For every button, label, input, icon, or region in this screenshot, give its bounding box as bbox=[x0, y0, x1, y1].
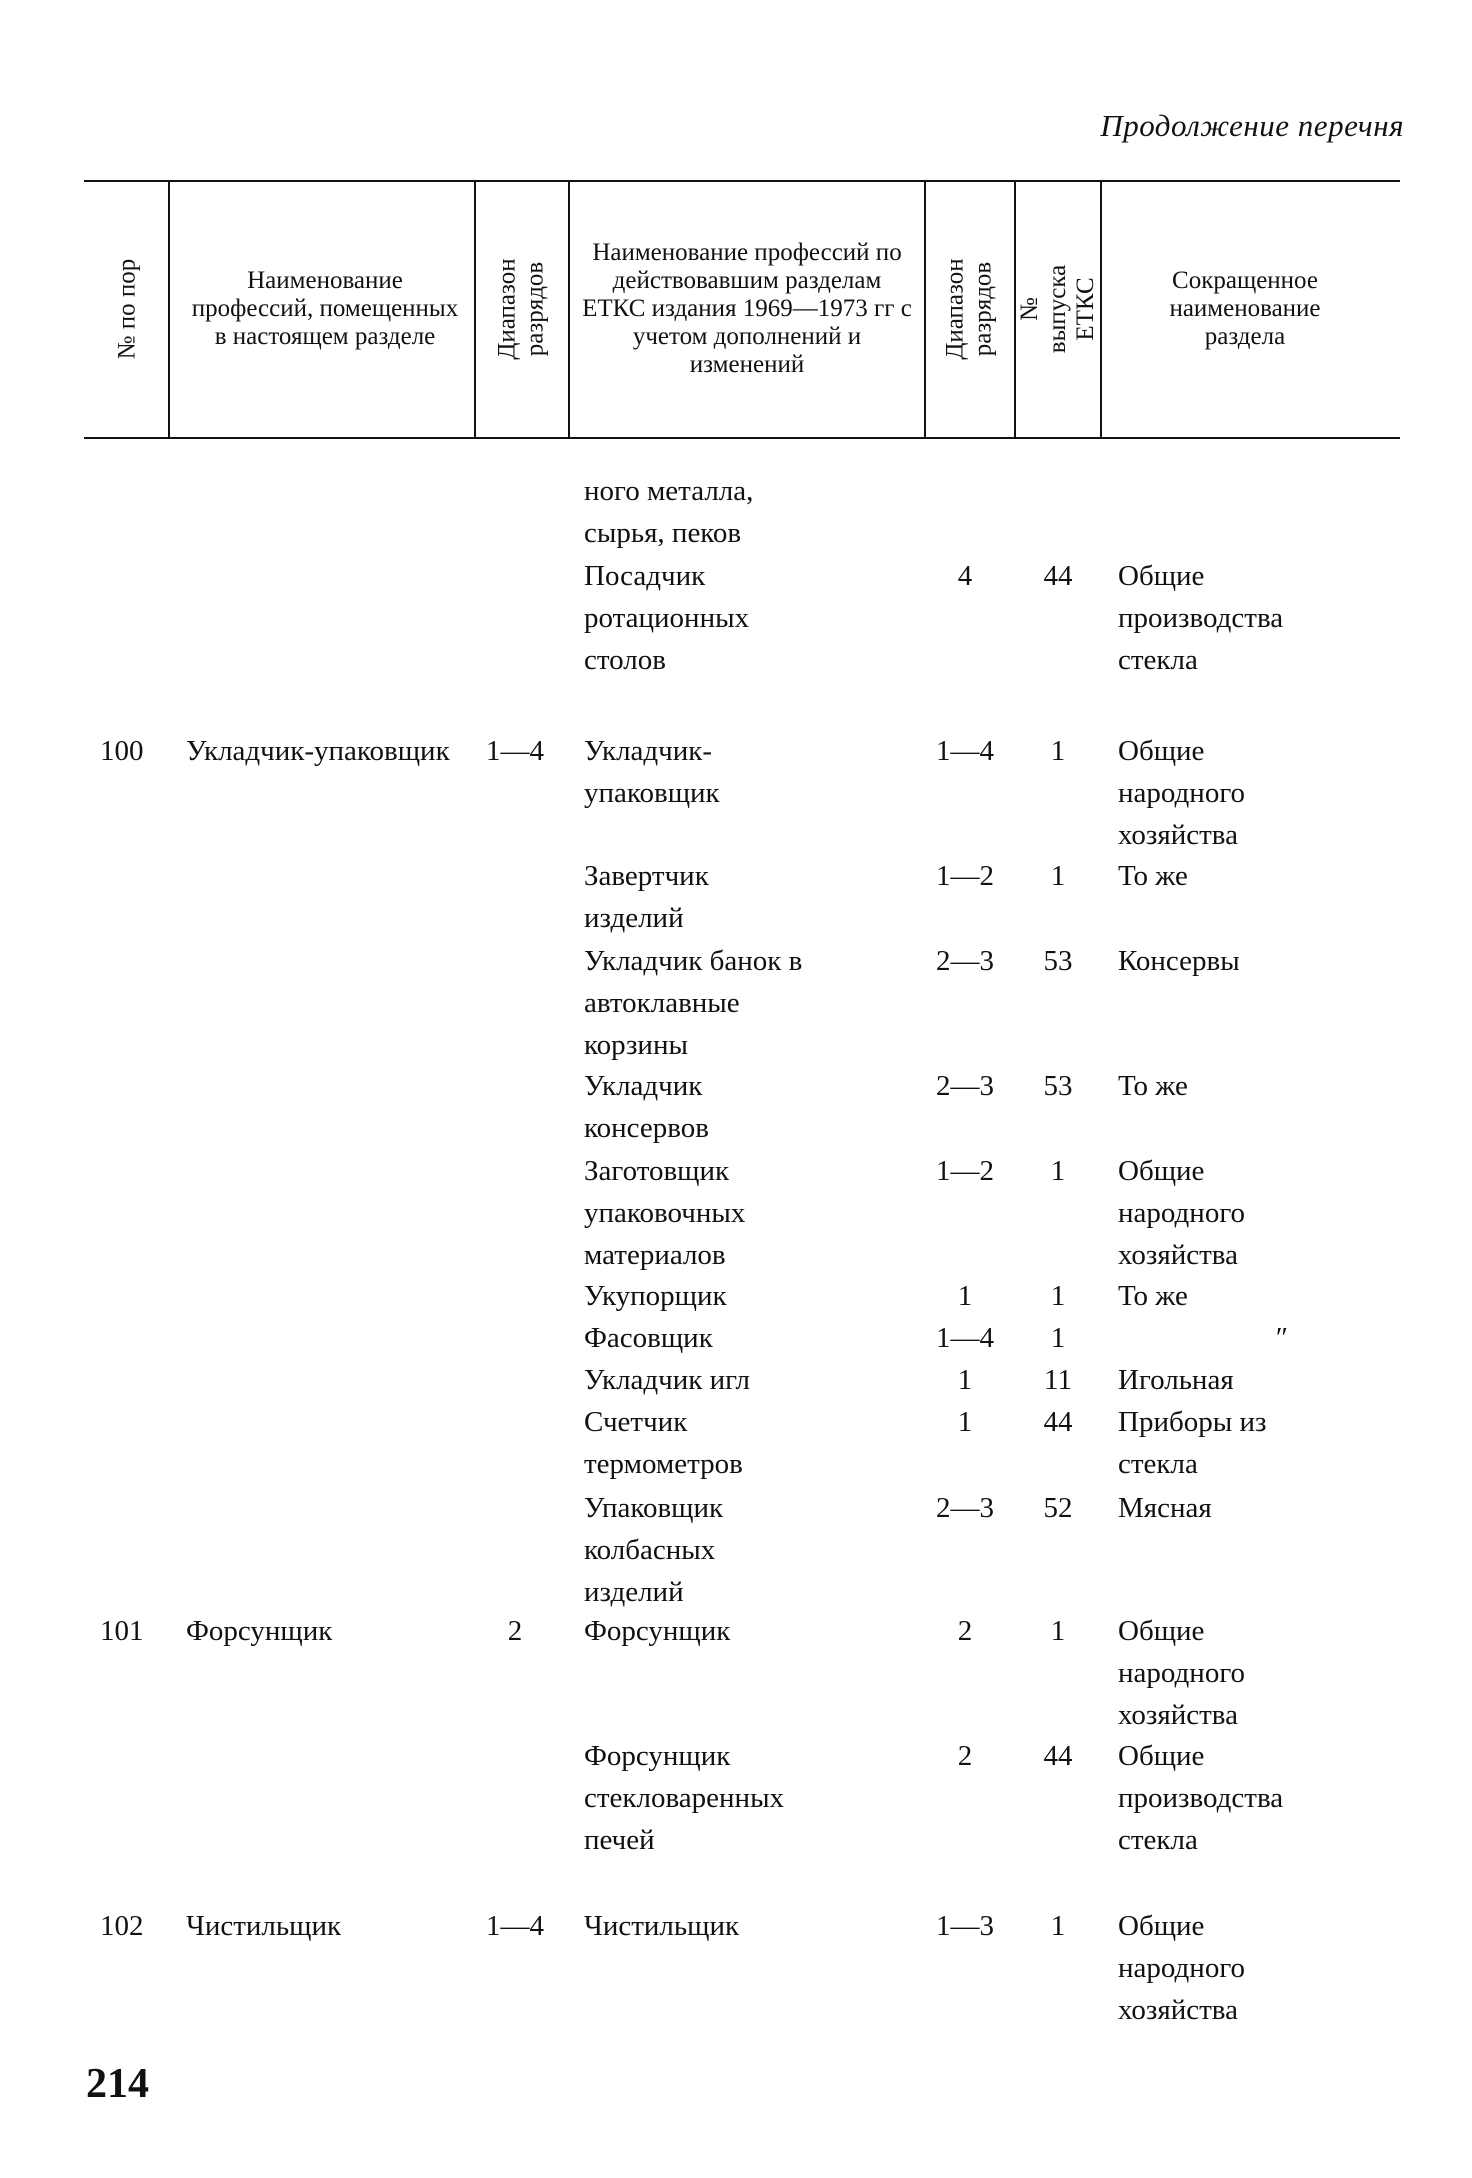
header-name-previous bbox=[582, 182, 912, 435]
row-issue: 1 bbox=[1050, 860, 1066, 892]
row-name-previous: Фасовщик bbox=[584, 1322, 713, 1354]
row-name-previous: Завертчик изделий bbox=[584, 860, 709, 934]
row-range-previous: 2 bbox=[957, 1615, 973, 1647]
row-range: 2 bbox=[507, 1615, 523, 1647]
row-section: Общие народного хозяйства bbox=[1118, 1155, 1246, 1271]
row-name-previous: Упаковщик колбасных изделий bbox=[584, 1492, 724, 1608]
row-section: Мясная bbox=[1118, 1492, 1212, 1524]
header-num bbox=[86, 182, 168, 435]
row-section: Общие народного хозяйства bbox=[1118, 1910, 1246, 2026]
row-name-previous: Укупорщик bbox=[584, 1280, 727, 1312]
row-range-previous: 2 bbox=[957, 1740, 973, 1772]
row-name-previous: Укладчик игл bbox=[584, 1364, 751, 1396]
row-range-previous: 1 bbox=[957, 1364, 973, 1396]
row-section: Общие производства стекла bbox=[1118, 560, 1284, 676]
row-name-previous: ного металла, сырья, пеков bbox=[584, 475, 754, 549]
row-number: 102 bbox=[100, 1910, 144, 1942]
row-range-previous: 1—2 bbox=[936, 860, 994, 892]
header-range bbox=[476, 182, 568, 435]
header-range-text: Диапазон разрядов bbox=[494, 257, 550, 360]
row-section: Общие народного хозяйства bbox=[1118, 1615, 1246, 1731]
row-issue: 1 bbox=[1050, 1322, 1066, 1354]
row-issue: 1 bbox=[1050, 735, 1066, 767]
row-name-previous: Форсунщик стекловаренных печей bbox=[584, 1740, 785, 1856]
header-range2 bbox=[926, 182, 1014, 435]
header-name-previous-text: Наименование профессий по действовавшим разделам ЕТКС издания 1969—1973 гг с учетом дополнений и изменений bbox=[582, 238, 912, 378]
row-range-previous: 1 bbox=[957, 1280, 973, 1312]
row-name-previous: Счетчик термометров bbox=[584, 1406, 743, 1480]
row-range-previous: 1 bbox=[957, 1406, 973, 1438]
header-num-text: № по пор bbox=[113, 258, 140, 359]
row-range-previous: 1—4 bbox=[936, 735, 994, 767]
header-name-current bbox=[190, 182, 460, 435]
row-issue: 1 bbox=[1050, 1280, 1066, 1312]
row-section: То же bbox=[1118, 860, 1188, 892]
column-divider bbox=[568, 180, 570, 437]
row-range-previous: 2—3 bbox=[936, 945, 994, 977]
header-section bbox=[1150, 182, 1340, 435]
row-section: То же bbox=[1118, 1070, 1188, 1102]
row-issue: 52 bbox=[1043, 1492, 1073, 1524]
table-header-bottom-rule bbox=[84, 437, 1400, 439]
row-range-previous: 2—3 bbox=[936, 1492, 994, 1524]
header-issue-text: № выпуска ЕТКС bbox=[1016, 264, 1099, 353]
row-name-previous: Форсунщик bbox=[584, 1615, 731, 1647]
column-divider bbox=[1100, 180, 1102, 437]
row-issue: 53 bbox=[1043, 1070, 1073, 1102]
row-section: То же bbox=[1118, 1280, 1188, 1312]
row-name-current: Форсунщик bbox=[186, 1615, 333, 1647]
column-divider bbox=[168, 180, 170, 437]
row-name-previous: Укладчик банок в автоклавные корзины bbox=[584, 945, 803, 1061]
header-range2-text: Диапазон разрядов bbox=[942, 257, 998, 360]
row-range: 1—4 bbox=[486, 735, 544, 767]
row-issue: 44 bbox=[1043, 1740, 1073, 1772]
row-range-previous: 1—4 bbox=[936, 1322, 994, 1354]
row-name-current: Чистильщик bbox=[186, 1910, 342, 1942]
row-number: 100 bbox=[100, 735, 144, 767]
header-issue bbox=[1016, 182, 1100, 435]
row-name-previous: Укладчик консервов bbox=[584, 1070, 709, 1144]
row-name-current: Укладчик-упаковщик bbox=[186, 735, 450, 767]
row-issue: 11 bbox=[1044, 1364, 1072, 1396]
row-issue: 1 bbox=[1050, 1615, 1066, 1647]
row-range: 1—4 bbox=[486, 1910, 544, 1942]
row-range-previous: 1—3 bbox=[936, 1910, 994, 1942]
row-issue: 44 bbox=[1043, 1406, 1073, 1438]
row-issue: 44 bbox=[1043, 560, 1073, 592]
row-name-previous: Укладчик-упаковщик bbox=[584, 735, 720, 809]
page-number: 214 bbox=[86, 2061, 149, 2107]
row-section: ″ bbox=[1275, 1322, 1288, 1354]
row-section: Общие производства стекла bbox=[1118, 1740, 1284, 1856]
row-name-previous: Чистильщик bbox=[584, 1910, 740, 1942]
row-issue: 1 bbox=[1050, 1910, 1066, 1942]
row-name-previous: Заготовщик упаковочных материалов bbox=[584, 1155, 746, 1271]
row-section: Общие народного хозяйства bbox=[1118, 735, 1246, 851]
row-name-previous: Посадчик ротационных столов bbox=[584, 560, 750, 676]
row-range-previous: 1—2 bbox=[936, 1155, 994, 1187]
row-section: Игольная bbox=[1118, 1364, 1234, 1396]
row-number: 101 bbox=[100, 1615, 144, 1647]
row-range-previous: 4 bbox=[957, 560, 973, 592]
continuation-label: Продолжение перечня bbox=[1100, 108, 1404, 143]
row-issue: 53 bbox=[1043, 945, 1073, 977]
row-section: Приборы из стекла bbox=[1118, 1406, 1267, 1480]
header-section-text: Сокращенное наименование раздела bbox=[1169, 266, 1321, 350]
row-section: Консервы bbox=[1118, 945, 1240, 977]
header-name-current-text: Наименование профессий, помещенных в настоящем разделе bbox=[191, 266, 459, 350]
row-issue: 1 bbox=[1050, 1155, 1066, 1187]
row-range-previous: 2—3 bbox=[936, 1070, 994, 1102]
